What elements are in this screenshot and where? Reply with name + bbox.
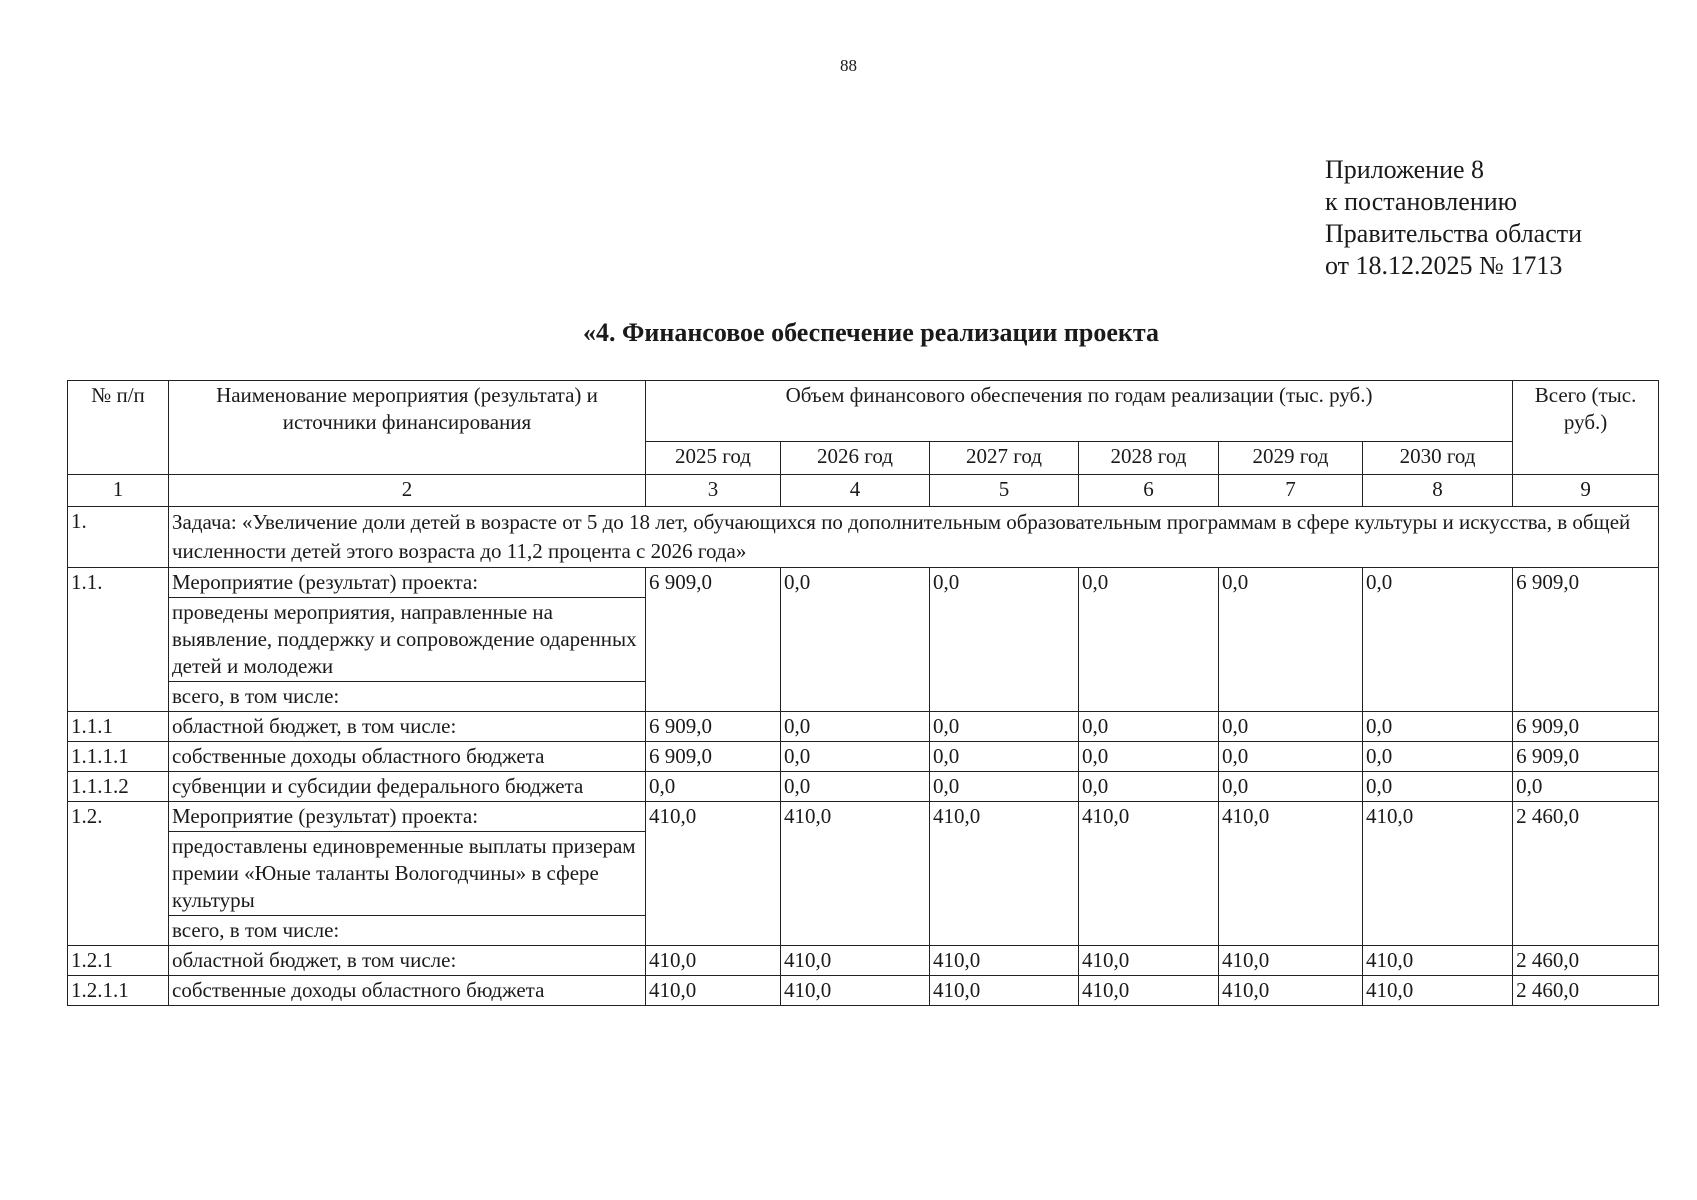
value-cell: 410,0 <box>1363 976 1513 1006</box>
value-cell: 0,0 <box>1079 772 1219 802</box>
section-title: «4. Финансовое обеспечение реализации проекта <box>583 318 1159 347</box>
value-cell: 2 460,0 <box>1513 946 1659 976</box>
header-year: 2027 год <box>930 442 1079 475</box>
value-cell: 6 909,0 <box>1513 568 1659 712</box>
value-cell: 0,0 <box>930 742 1079 772</box>
column-number: 3 <box>646 475 781 507</box>
table-row <box>68 802 1659 832</box>
value-cell: 2 460,0 <box>1513 802 1659 946</box>
value-cell: 410,0 <box>1079 946 1219 976</box>
value-cell: 410,0 <box>930 802 1079 946</box>
value-cell: 410,0 <box>1363 802 1513 946</box>
value-cell: 410,0 <box>1079 976 1219 1006</box>
row-label: областной бюджет, в том числе: <box>169 712 646 742</box>
value-cell: 0,0 <box>1363 772 1513 802</box>
column-number: 8 <box>1363 475 1513 507</box>
value-cell: 6 909,0 <box>646 712 781 742</box>
table-row <box>68 772 1659 802</box>
value-cell: 0,0 <box>1219 568 1363 712</box>
value-cell: 410,0 <box>1219 802 1363 946</box>
value-cell: 0,0 <box>930 772 1079 802</box>
row-description: проведены мероприятия, направленные на выявление, поддержку и сопровождение одаренных детей и молодежи <box>169 598 646 682</box>
table-row <box>68 742 1659 772</box>
task-row <box>68 507 1659 568</box>
column-number: 9 <box>1513 475 1659 507</box>
value-cell: 0,0 <box>1219 712 1363 742</box>
row-label: субвенции и субсидии федерального бюджета <box>169 772 646 802</box>
value-cell: 410,0 <box>930 976 1079 1006</box>
value-cell: 0,0 <box>1363 712 1513 742</box>
column-number: 1 <box>68 475 169 507</box>
page-number: 88 <box>840 56 857 75</box>
value-cell: 6 909,0 <box>1513 742 1659 772</box>
value-cell: 0,0 <box>930 568 1079 712</box>
row-subtotal-label: всего, в том числе: <box>169 682 646 712</box>
row-num: 1.2.1.1 <box>68 976 169 1006</box>
header-year: 2028 год <box>1079 442 1219 475</box>
value-cell: 0,0 <box>646 772 781 802</box>
value-cell: 0,0 <box>1079 568 1219 712</box>
row-label: собственные доходы областного бюджета <box>169 742 646 772</box>
row-num: 1.2. <box>68 802 169 946</box>
value-cell: 410,0 <box>646 946 781 976</box>
row-label: Мероприятие (результат) проекта: <box>169 568 646 598</box>
table-row <box>68 712 1659 742</box>
value-cell: 410,0 <box>930 946 1079 976</box>
value-cell: 0,0 <box>781 742 930 772</box>
value-cell: 0,0 <box>1079 742 1219 772</box>
column-number: 2 <box>169 475 646 507</box>
column-number: 5 <box>930 475 1079 507</box>
column-number: 7 <box>1219 475 1363 507</box>
row-num: 1.1. <box>68 568 169 712</box>
header-year: 2026 год <box>781 442 930 475</box>
task-text: Задача: «Увеличение доли детей в возрасте от 5 до 18 лет, обучающихся по дополнительным образовательным программам в сфере культуры и искусства, в общей численности детей этого возраста до 11,2 процента с 2026 года» <box>169 507 1659 568</box>
appendix-line: Приложение 8 <box>1325 155 1485 184</box>
row-label: Мероприятие (результат) проекта: <box>169 802 646 832</box>
header-year: 2025 год <box>646 442 781 475</box>
value-cell: 410,0 <box>646 976 781 1006</box>
value-cell: 6 909,0 <box>1513 712 1659 742</box>
value-cell: 0,0 <box>1363 742 1513 772</box>
value-cell: 0,0 <box>781 568 930 712</box>
value-cell: 0,0 <box>1219 742 1363 772</box>
row-label: областной бюджет, в том числе: <box>169 946 646 976</box>
appendix-line: от 18.12.2025 № 1713 <box>1325 251 1563 280</box>
table-row <box>68 568 1659 598</box>
table-row <box>68 976 1659 1006</box>
financing-table <box>67 380 1659 1006</box>
value-cell: 410,0 <box>781 976 930 1006</box>
header-volume: Объем финансового обеспечения по годам реализации (тыс. руб.) <box>646 381 1513 442</box>
value-cell: 410,0 <box>1219 946 1363 976</box>
header-year: 2030 год <box>1363 442 1513 475</box>
table-row <box>68 946 1659 976</box>
value-cell: 0,0 <box>1079 712 1219 742</box>
header-num: № п/п <box>68 381 169 475</box>
value-cell: 0,0 <box>1219 772 1363 802</box>
value-cell: 6 909,0 <box>646 568 781 712</box>
column-number: 6 <box>1079 475 1219 507</box>
column-number: 4 <box>781 475 930 507</box>
value-cell: 0,0 <box>1363 568 1513 712</box>
row-num: 1. <box>68 507 169 568</box>
row-subtotal-label: всего, в том числе: <box>169 916 646 946</box>
row-num: 1.1.1 <box>68 712 169 742</box>
row-description: предоставлены единовременные выплаты призерам премии «Юные таланты Вологодчины» в сфере культуры <box>169 832 646 916</box>
row-num: 1.1.1.1 <box>68 742 169 772</box>
appendix-note <box>1325 154 1582 282</box>
header-name: Наименование мероприятия (результата) и источники финансирования <box>169 381 646 475</box>
appendix-line: к постановлению <box>1325 187 1518 216</box>
value-cell: 0,0 <box>930 712 1079 742</box>
header-total: Всего (тыс. руб.) <box>1513 381 1659 475</box>
value-cell: 410,0 <box>781 802 930 946</box>
header-year: 2029 год <box>1219 442 1363 475</box>
value-cell: 6 909,0 <box>646 742 781 772</box>
appendix-line: Правительства области <box>1325 219 1583 248</box>
value-cell: 410,0 <box>1363 946 1513 976</box>
value-cell: 0,0 <box>1513 772 1659 802</box>
value-cell: 0,0 <box>781 772 930 802</box>
value-cell: 410,0 <box>1219 976 1363 1006</box>
value-cell: 2 460,0 <box>1513 976 1659 1006</box>
value-cell: 0,0 <box>781 712 930 742</box>
value-cell: 410,0 <box>646 802 781 946</box>
value-cell: 410,0 <box>1079 802 1219 946</box>
row-num: 1.1.1.2 <box>68 772 169 802</box>
value-cell: 410,0 <box>781 946 930 976</box>
row-label: собственные доходы областного бюджета <box>169 976 646 1006</box>
row-num: 1.2.1 <box>68 946 169 976</box>
